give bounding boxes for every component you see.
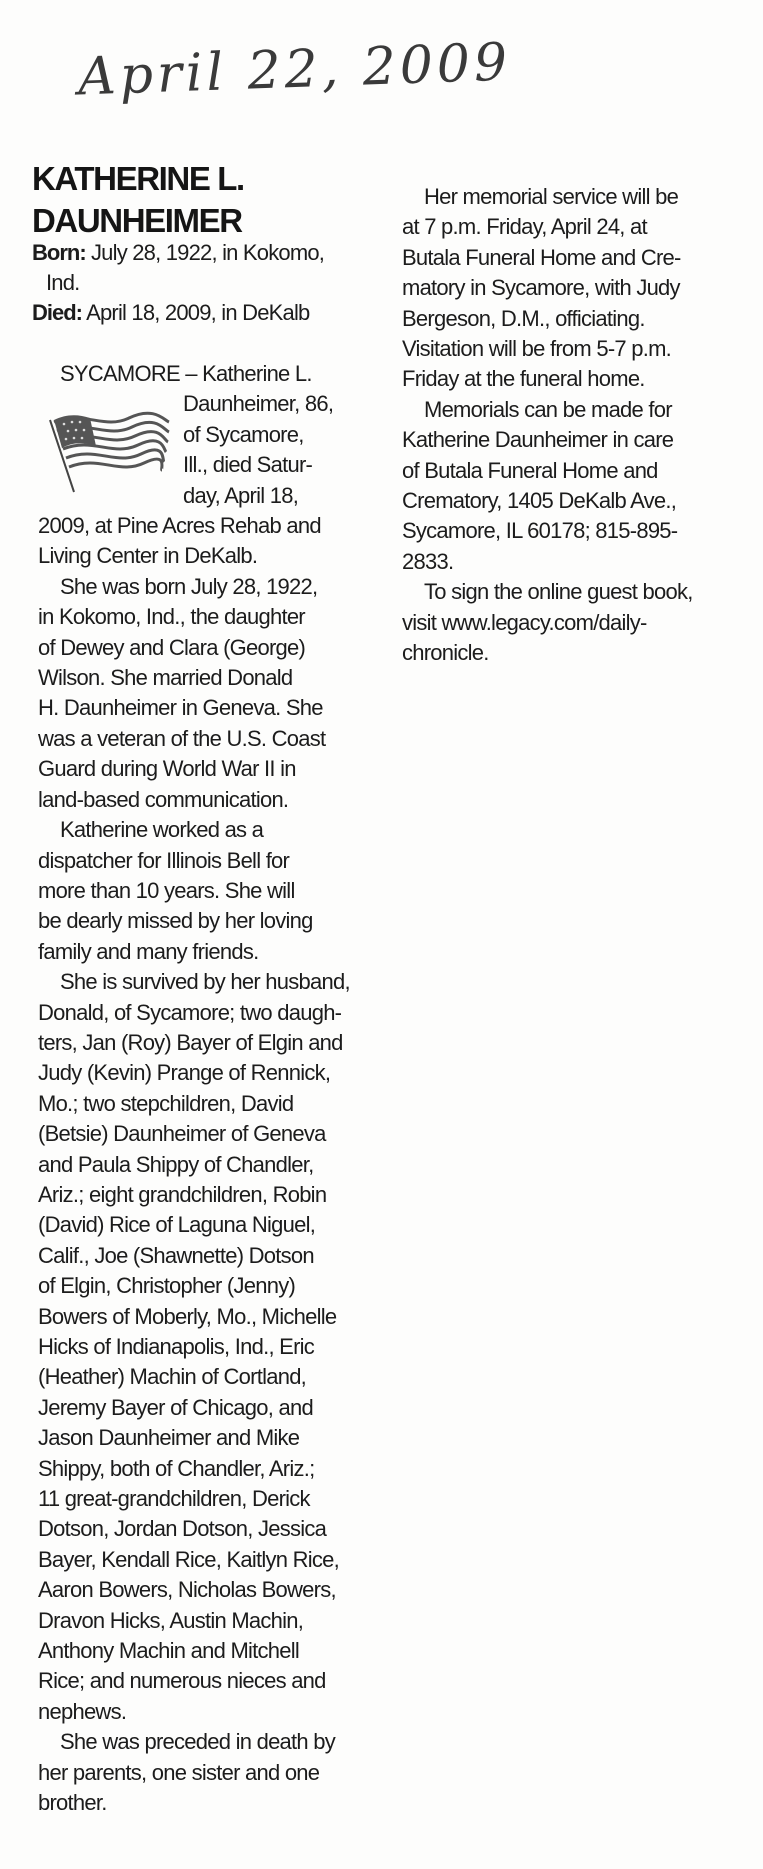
left-column-text — [38, 359, 350, 1819]
text-line: Bowers of Moberly, Mo., Michelle — [38, 1303, 337, 1329]
text-line: Aaron Bowers, Nicholas Bowers, — [38, 1577, 336, 1603]
text-line: Rice; and numerous nieces and — [38, 1668, 326, 1694]
text-line: 2833. — [402, 548, 454, 574]
text-line: chronicle. — [402, 640, 489, 666]
heading-line-1: KATHERINE L. — [32, 160, 244, 197]
text-line: Dravon Hicks, Austin Machin, — [38, 1607, 304, 1633]
born-value: July 28, 1922, in Kokomo, — [90, 240, 325, 265]
text-line: Hicks of Indianapolis, Ind., Eric — [38, 1334, 315, 1359]
heading-line-2: DAUNHEIMER — [32, 202, 242, 239]
text-line: matory in Sycamore, with Judy — [402, 275, 680, 301]
born-label: Born: — [32, 240, 86, 265]
text-line: (David) Rice of Laguna Niguel, — [38, 1212, 316, 1238]
text-line: nephews. — [38, 1698, 127, 1724]
text-line: Bergeson, D.M., officiating. — [402, 305, 645, 331]
text-line: (Heather) Machin of Cortland, — [38, 1364, 307, 1390]
text-line: Bayer, Kendall Rice, Kaitlyn Rice, — [38, 1546, 339, 1572]
text-line: Mo.; two stepchildren, David — [38, 1090, 294, 1116]
text-line: H. Daunheimer in Geneva. She — [38, 695, 323, 721]
text-line: Ariz.; eight grandchildren, Robin — [38, 1181, 327, 1207]
text-line: and Paula Shippy of Chandler, — [38, 1151, 314, 1177]
text-line: Calif., Joe (Shawnette) Dotson — [38, 1242, 314, 1268]
text-line: Friday at the funeral home. — [402, 366, 645, 392]
text-line: Jeremy Bayer of Chicago, and — [38, 1394, 313, 1420]
text-line: 2009, at Pine Acres Rehab and — [38, 513, 321, 539]
text-line: Anthony Machin and Mitchell — [38, 1638, 300, 1664]
text-line: To sign the online guest book, — [424, 579, 693, 605]
text-line: Jason Daunheimer and Mike — [38, 1425, 300, 1451]
text-line: ters, Jan (Roy) Bayer of Elgin and — [38, 1029, 343, 1055]
text-line: day, April 18, — [183, 482, 299, 508]
text-line: She was preceded in death by — [60, 1729, 335, 1755]
text-line: at 7 p.m. Friday, April 24, at — [402, 214, 647, 240]
text-line: in Kokomo, Ind., the daughter — [38, 604, 305, 630]
text-line: dispatcher for Illinois Bell for — [38, 847, 290, 873]
handwritten-date: April 22, 2009 — [77, 32, 512, 108]
text-line: Shippy, both of Chandler, Ariz.; — [38, 1455, 315, 1481]
text-line: land-based communication. — [38, 786, 289, 812]
text-line: Wilson. She married Donald — [38, 665, 293, 691]
text-line: Katherine worked as a — [60, 817, 264, 843]
text-line: She was born July 28, 1922, — [60, 573, 318, 599]
text-line: Crematory, 1405 DeKalb Ave., — [402, 488, 677, 514]
died-label: Died: — [32, 300, 82, 325]
text-line: family and many friends. — [38, 938, 259, 964]
text-line: Donald, of Sycamore; two daugh- — [38, 999, 342, 1025]
born-line — [32, 238, 324, 268]
text-line: Daunheimer, 86, — [183, 391, 334, 417]
died-line — [32, 298, 324, 328]
obituary-name-heading — [32, 158, 244, 242]
text-line: Living Center in DeKalb. — [38, 543, 258, 569]
text-line: Her memorial service will be — [424, 184, 679, 209]
vitals — [32, 238, 324, 328]
text-line: more than 10 years. She will — [38, 877, 295, 903]
text-line: SYCAMORE – Katherine L. — [60, 361, 312, 386]
text-line: be dearly missed by her loving — [38, 908, 313, 934]
text-line: her parents, one sister and one — [38, 1759, 320, 1785]
text-line: She is survived by her husband, — [60, 969, 350, 995]
text-line: Sycamore, IL 60178; 815-895- — [402, 518, 678, 544]
text-line: Dotson, Jordan Dotson, Jessica — [38, 1516, 327, 1542]
text-line: of Sycamore, — [183, 421, 304, 447]
text-line: visit www.legacy.com/daily- — [402, 609, 647, 635]
text-line: of Butala Funeral Home and — [402, 457, 658, 483]
text-line: Memorials can be made for — [424, 396, 672, 422]
text-line: Guard during World War II in — [38, 756, 296, 782]
text-line: (Betsie) Daunheimer of Geneva — [38, 1121, 326, 1147]
text-line: 11 great-grandchildren, Derick — [38, 1486, 310, 1512]
right-column-text — [402, 182, 693, 669]
text-line: of Elgin, Christopher (Jenny) — [38, 1273, 296, 1299]
text-line: Ill., died Satur- — [183, 452, 313, 478]
born-cont: Ind. — [46, 270, 80, 295]
text-line: Katherine Daunheimer in care — [402, 427, 674, 453]
text-line: brother. — [38, 1790, 107, 1816]
text-line: was a veteran of the U.S. Coast — [38, 725, 326, 751]
text-line: Judy (Kevin) Prange of Rennick, — [38, 1060, 331, 1086]
text-line: of Dewey and Clara (George) — [38, 634, 306, 660]
died-value: April 18, 2009, in DeKalb — [86, 300, 310, 325]
text-line: Visitation will be from 5-7 p.m. — [402, 336, 672, 362]
text-line: Butala Funeral Home and Cre- — [402, 244, 681, 270]
